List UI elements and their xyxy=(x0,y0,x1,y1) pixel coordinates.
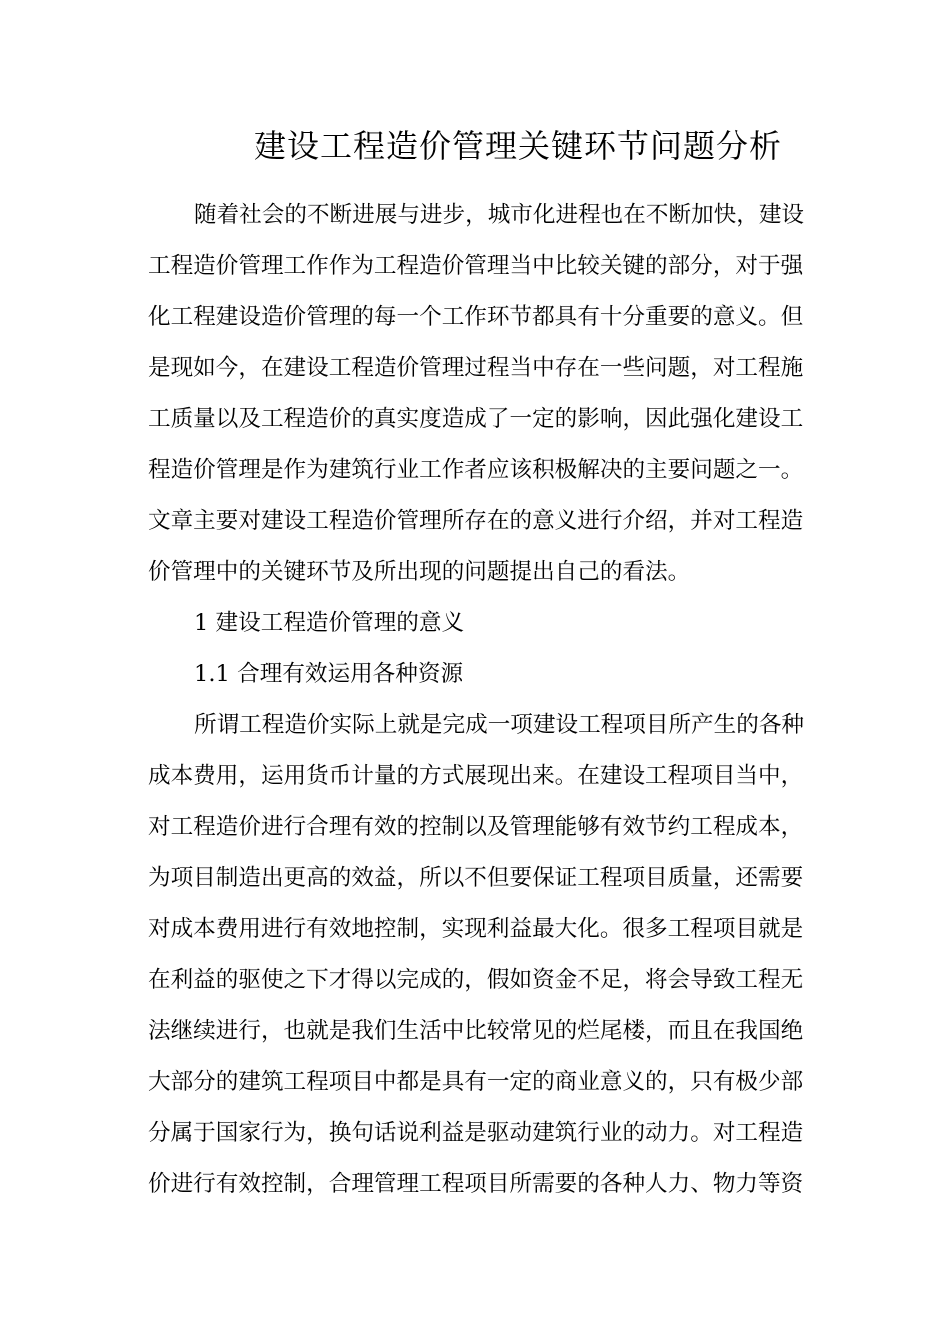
paragraph-line: 为项目制造出更高的效益，所以不但要保证工程项目质量，还需要 xyxy=(148,865,804,891)
paragraph-line: 对成本费用进行有效地控制，实现利益最大化。很多工程项目就是 xyxy=(148,916,804,942)
paragraph-line: 是现如今，在建设工程造价管理过程当中存在一些问题，对工程施 xyxy=(148,355,804,381)
paragraph-line: 工程造价管理工作作为工程造价管理当中比较关键的部分，对于强 xyxy=(148,253,804,279)
paragraph-line: 在利益的驱使之下才得以完成的，假如资金不足，将会导致工程无 xyxy=(148,967,804,993)
paragraph-line: 法继续进行，也就是我们生活中比较常见的烂尾楼，而且在我国绝 xyxy=(148,1018,804,1044)
subsection-heading: 1.1 合理有效运用各种资源 xyxy=(194,661,464,687)
paragraph-line: 分属于国家行为，换句话说利益是驱动建筑行业的动力。对工程造 xyxy=(148,1120,804,1146)
paragraph-line: 价管理中的关键环节及所出现的问题提出自己的看法。 xyxy=(148,559,691,585)
paragraph-line: 大部分的建筑工程项目中都是具有一定的商业意义的，只有极少部 xyxy=(148,1069,804,1095)
section-heading: 1 建设工程造价管理的意义 xyxy=(194,610,465,636)
paragraph-line: 随着社会的不断进展与进步，城市化进程也在不断加快，建设 xyxy=(194,202,805,228)
paragraph-line: 文章主要对建设工程造价管理所存在的意义进行介绍，并对工程造 xyxy=(148,508,804,534)
paragraph-line: 对工程造价进行合理有效的控制以及管理能够有效节约工程成本， xyxy=(148,814,804,840)
paragraph-line: 所谓工程造价实际上就是完成一项建设工程项目所产生的各种 xyxy=(194,712,805,738)
paragraph-line: 化工程建设造价管理的每一个工作环节都具有十分重要的意义。但 xyxy=(148,304,804,330)
paragraph-line: 成本费用，运用货币计量的方式展现出来。在建设工程项目当中， xyxy=(148,763,804,789)
document-title: 建设工程造价管理关键环节问题分析 xyxy=(253,127,782,165)
paragraph-line: 工质量以及工程造价的真实度造成了一定的影响，因此强化建设工 xyxy=(148,406,804,432)
paragraph-line: 价进行有效控制，合理管理工程项目所需要的各种人力、物力等资 xyxy=(148,1171,804,1197)
paragraph-line: 程造价管理是作为建筑行业工作者应该积极解决的主要问题之一。 xyxy=(148,457,804,483)
